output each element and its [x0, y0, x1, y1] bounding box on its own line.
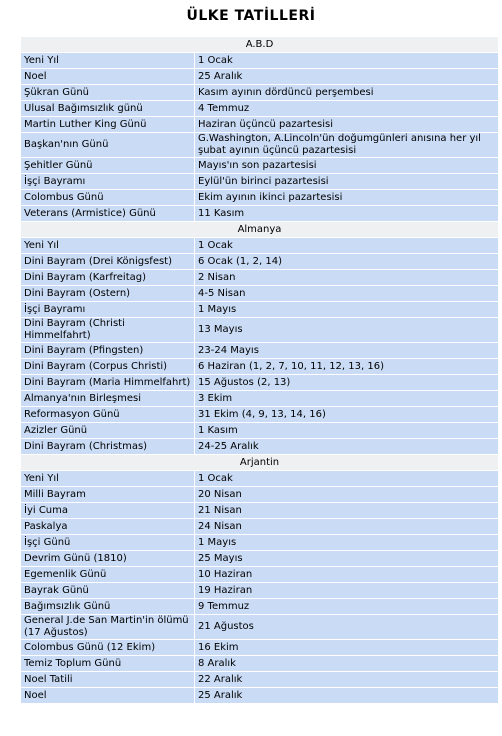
holiday-name-cell: Colombus Günü [21, 190, 195, 206]
table-row [21, 101, 499, 117]
holiday-date-cell: 25 Mayıs [195, 551, 499, 567]
holiday-date-cell: 8 Aralık [195, 656, 499, 672]
holiday-name-cell: Egemenlik Günü [21, 567, 195, 583]
holiday-date-cell: 22 Aralık [195, 672, 499, 688]
holiday-date-cell: 2 Nisan [195, 270, 499, 286]
holiday-date-cell: 1 Mayıs [195, 302, 499, 318]
holiday-name-cell: Şükran Günü [21, 85, 195, 101]
holiday-date-cell: 6 Haziran (1, 2, 7, 10, 11, 12, 13, 16) [195, 359, 499, 375]
holiday-name-cell: Reformasyon Günü [21, 407, 195, 423]
holiday-date-cell: 10 Haziran [195, 567, 499, 583]
table-row [21, 672, 499, 688]
table-row [21, 503, 499, 519]
holiday-name-cell: İşçi Bayramı [21, 174, 195, 190]
holiday-name-cell: Devrim Günü (1810) [21, 551, 195, 567]
holiday-name-cell: Dini Bayram (Christmas) [21, 439, 195, 455]
holiday-name-cell: İyi Cuma [21, 503, 195, 519]
holiday-date-cell: 1 Ocak [195, 471, 499, 487]
table-row [21, 599, 499, 615]
holiday-name-cell: Dini Bayram (Maria Himmelfahrt) [21, 375, 195, 391]
holiday-name-cell: Noel [21, 69, 195, 85]
holiday-date-cell: 1 Kasım [195, 423, 499, 439]
holiday-name-cell: Dini Bayram (Karfreitag) [21, 270, 195, 286]
table-row [21, 190, 499, 206]
table-row [21, 487, 499, 503]
holiday-name-cell: Paskalya [21, 519, 195, 535]
holiday-date-cell: 1 Mayıs [195, 535, 499, 551]
table-row [21, 286, 499, 302]
table-row [21, 318, 499, 343]
holiday-name-cell: Noel Tatili [21, 672, 195, 688]
table-row [21, 174, 499, 190]
table-row [21, 656, 499, 672]
table-row [21, 519, 499, 535]
holiday-name-cell: Martin Luther King Günü [21, 117, 195, 133]
table-row [21, 238, 499, 254]
holiday-name-cell: Noel [21, 688, 195, 704]
holiday-date-cell: 1 Ocak [195, 238, 499, 254]
holiday-date-cell: Mayıs'ın son pazartesisi [195, 158, 499, 174]
holiday-date-cell: 15 Ağustos (2, 13) [195, 375, 499, 391]
section-header: Arjantin [21, 455, 499, 471]
holiday-date-cell: 25 Aralık [195, 69, 499, 85]
holiday-date-cell: 24 Nisan [195, 519, 499, 535]
holiday-date-cell: Kasım ayının dördüncü perşembesi [195, 85, 499, 101]
holiday-date-cell: 4-5 Nisan [195, 286, 499, 302]
holiday-date-cell: 9 Temmuz [195, 599, 499, 615]
holiday-date-cell: 24-25 Aralık [195, 439, 499, 455]
table-row [21, 53, 499, 69]
holiday-name-cell: Almanya'nın Birleşmesi [21, 391, 195, 407]
table-row [21, 535, 499, 551]
holiday-date-cell: 21 Nisan [195, 503, 499, 519]
table-row [21, 640, 499, 656]
table-row [21, 391, 499, 407]
section-header-row [21, 222, 499, 238]
table-row [21, 583, 499, 599]
holiday-date-cell: Eylül'ün birinci pazartesisi [195, 174, 499, 190]
holiday-name-cell: Yeni Yıl [21, 53, 195, 69]
holiday-name-cell: Şehitler Günü [21, 158, 195, 174]
table-row [21, 359, 499, 375]
holiday-date-cell: 21 Ağustos [195, 615, 499, 640]
holiday-name-cell: Dini Bayram (Pfingsten) [21, 343, 195, 359]
section-header: Almanya [21, 222, 499, 238]
holidays-table [20, 36, 499, 704]
table-row [21, 302, 499, 318]
table-row [21, 407, 499, 423]
table-row [21, 69, 499, 85]
holiday-date-cell: 6 Ocak (1, 2, 14) [195, 254, 499, 270]
holiday-date-cell: 11 Kasım [195, 206, 499, 222]
holiday-date-cell: 1 Ocak [195, 53, 499, 69]
holiday-date-cell: 3 Ekim [195, 391, 499, 407]
holiday-name-cell: Milli Bayram [21, 487, 195, 503]
table-row [21, 615, 499, 640]
section-header-row [21, 455, 499, 471]
holiday-date-cell: 20 Nisan [195, 487, 499, 503]
table-row [21, 567, 499, 583]
holiday-name-cell: Temiz Toplum Günü [21, 656, 195, 672]
holiday-name-cell: Colombus Günü (12 Ekim) [21, 640, 195, 656]
holiday-name-cell: Dini Bayram (Ostern) [21, 286, 195, 302]
holiday-name-cell: Yeni Yıl [21, 471, 195, 487]
table-row [21, 471, 499, 487]
holiday-name-cell: Dini Bayram (Christi Himmelfahrt) [21, 318, 195, 343]
table-row [21, 85, 499, 101]
page-title: ÜLKE TATİLLERİ [186, 8, 316, 24]
table-row [21, 423, 499, 439]
section-header: A.B.D [21, 37, 499, 53]
holiday-name-cell: Dini Bayram (Drei Königsfest) [21, 254, 195, 270]
table-row [21, 270, 499, 286]
holiday-date-cell: 25 Aralık [195, 688, 499, 704]
holiday-name-cell: İşçi Bayramı [21, 302, 195, 318]
holiday-date-cell: 4 Temmuz [195, 101, 499, 117]
holiday-date-cell: 13 Mayıs [195, 318, 499, 343]
holiday-date-cell: 16 Ekim [195, 640, 499, 656]
holiday-date-cell: G.Washington, A.Lincoln'ün doğumgünleri anısına her yıl şubat ayının üçüncü pazartesisi [195, 133, 499, 158]
holidays-table-body [21, 37, 499, 704]
table-row [21, 551, 499, 567]
table-row [21, 133, 499, 158]
holiday-name-cell: Ulusal Bağımsızlık günü [21, 101, 195, 117]
holiday-name-cell: Yeni Yıl [21, 238, 195, 254]
section-header-row [21, 37, 499, 53]
holiday-name-cell: Veterans (Armistice) Günü [21, 206, 195, 222]
holiday-name-cell: General J.de San Martin'in ölümü (17 Ağustos) [21, 615, 195, 640]
holiday-name-cell: Başkan'nın Günü [21, 133, 195, 158]
table-row [21, 375, 499, 391]
holiday-date-cell: 31 Ekim (4, 9, 13, 14, 16) [195, 407, 499, 423]
holiday-date-cell: 23-24 Mayıs [195, 343, 499, 359]
holiday-name-cell: Dini Bayram (Corpus Christi) [21, 359, 195, 375]
holiday-name-cell: İşçi Günü [21, 535, 195, 551]
holiday-name-cell: Azizler Günü [21, 423, 195, 439]
holiday-name-cell: Bayrak Günü [21, 583, 195, 599]
table-row [21, 688, 499, 704]
holiday-date-cell: Haziran üçüncü pazartesisi [195, 117, 499, 133]
table-row [21, 343, 499, 359]
table-row [21, 439, 499, 455]
table-row [21, 206, 499, 222]
table-row [21, 254, 499, 270]
holiday-date-cell: 19 Haziran [195, 583, 499, 599]
holiday-name-cell: Bağımsızlık Günü [21, 599, 195, 615]
table-row [21, 158, 499, 174]
table-row [21, 117, 499, 133]
holiday-date-cell: Ekim ayının ikinci pazartesisi [195, 190, 499, 206]
